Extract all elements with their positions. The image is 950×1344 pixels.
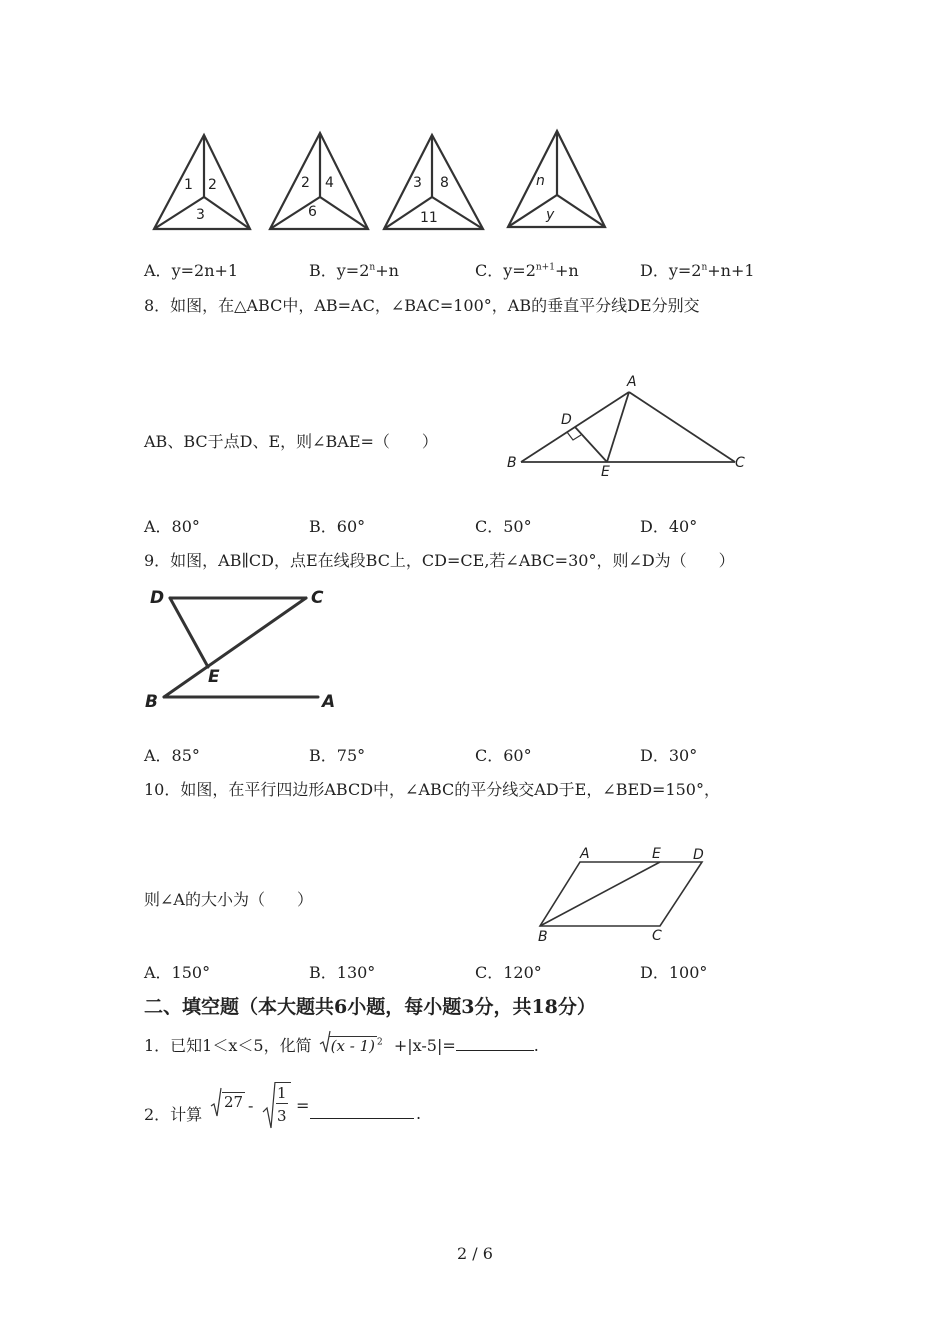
fill2-radical-bar (275, 1082, 291, 1083)
option-letter: A． (144, 261, 172, 280)
q9-option-d[interactable]: D．30° (640, 746, 698, 765)
fig2-label-c: 6 (308, 204, 317, 220)
fill1-radicand: (x - 1) (330, 1037, 375, 1055)
option-letter: B． (309, 261, 337, 280)
q8-point-b: B (507, 455, 517, 471)
q9-option-a[interactable]: A．85° (144, 746, 200, 765)
q10-point-a: A (580, 846, 590, 862)
q8-stem-line2: AB、BC于点D、E，则∠BAE=（ ） (144, 432, 438, 451)
q7-option-d[interactable] (640, 258, 755, 281)
q8-point-d: D (561, 412, 572, 428)
q10-point-b: B (538, 929, 548, 944)
option-letter: D． (640, 261, 669, 280)
fill1-sqrt (319, 1036, 383, 1055)
q7-figures (150, 125, 620, 240)
fill2-minus: - (248, 1096, 254, 1115)
fill2-denominator: 3 (277, 1107, 287, 1125)
radical-sign-icon (210, 1084, 222, 1118)
q10-stem-line1: 10．如图，在平行四边形ABCD中，∠ABC的平分线交AD于E，∠BED=150°， (144, 780, 720, 799)
q10-point-c: C (652, 928, 662, 944)
q9-figure (140, 583, 350, 713)
fig1-label-c: 3 (196, 207, 205, 223)
option-text: +n+1 (707, 261, 755, 280)
q8-stem-line1: 8．如图，在△ABC中，AB=AC，∠BAC=100°，AB的垂直平分线DE分别交 (144, 296, 700, 315)
fig3-label-c: 11 (420, 210, 438, 226)
radical-sign-icon (319, 1030, 331, 1054)
q8-figure (505, 372, 745, 482)
fig1-label-b: 2 (208, 177, 217, 193)
section-title: 二、填空题（本大题共6小题，每小题3分，共18分） (144, 996, 596, 1018)
option-exponent: n+1 (535, 262, 555, 273)
option-text: y=2 (668, 261, 702, 280)
fig4-label-c: y (546, 207, 555, 223)
page-number: 2 / 6 (457, 1244, 493, 1263)
option-exponent: n (701, 262, 708, 273)
fill1-exponent: 2 (376, 1037, 383, 1048)
fig2-label-b: 4 (325, 175, 334, 191)
q10-option-c[interactable]: C．120° (475, 963, 542, 982)
fill2-numerator: 1 (277, 1084, 287, 1102)
q8-option-b[interactable]: B．60° (309, 517, 366, 536)
option-exponent: n (369, 262, 376, 273)
fill1-answer-blank[interactable] (456, 1036, 534, 1051)
q8-option-d[interactable]: D．40° (640, 517, 698, 536)
fill2-end: . (416, 1104, 422, 1123)
fill1-question (144, 1033, 539, 1056)
q8-point-e: E (601, 464, 610, 480)
q9-option-b[interactable]: B．75° (309, 746, 366, 765)
q9-option-c[interactable]: C．60° (475, 746, 532, 765)
fill2-fraction-bar (276, 1103, 288, 1104)
q9-point-e: E (208, 667, 220, 687)
fill1-end: . (533, 1036, 539, 1055)
q9-point-d: D (150, 588, 165, 608)
option-text: y=2 (503, 261, 536, 280)
option-text: +n (375, 261, 399, 280)
fill1-prefix: 1．已知1＜x＜5，化简 (144, 1036, 312, 1055)
fig2-label-a: 2 (301, 175, 310, 191)
q9-point-c: C (311, 588, 324, 608)
q9-stem: 9．如图，AB∥CD，点E在线段BC上，CD=CE,若∠ABC=30°，则∠D为（ ） (144, 551, 735, 570)
q8-option-a[interactable]: A．80° (144, 517, 200, 536)
fill2-equals: = (296, 1096, 310, 1115)
q9-point-b: B (145, 692, 158, 712)
q9-point-a: A (322, 692, 336, 712)
q10-option-a[interactable]: A．150° (144, 963, 211, 982)
q10-point-e: E (652, 846, 661, 862)
fig3-label-b: 8 (440, 175, 449, 191)
q8-point-c: C (735, 455, 745, 471)
option-text: +n (554, 261, 579, 280)
q10-stem-line2: 则∠A的大小为（ ） (144, 890, 313, 909)
q7-option-b[interactable] (309, 258, 399, 281)
fill1-suffix: +|x-5|= (393, 1036, 456, 1055)
option-text: y=2n+1 (171, 261, 239, 280)
q10-figure (536, 842, 711, 944)
fill2-prefix: 2．计算 (144, 1105, 203, 1124)
fill2-answer-blank[interactable] (310, 1104, 414, 1119)
q10-point-d: D (693, 847, 704, 863)
q8-point-a: A (627, 374, 637, 390)
q10-option-d[interactable]: D．100° (640, 963, 708, 982)
radical-sign-icon (262, 1080, 276, 1130)
fill2-radicand: 27 (224, 1093, 244, 1111)
q7-option-c[interactable] (475, 258, 579, 281)
option-letter: C． (475, 261, 504, 280)
fig4-label-a: n (536, 173, 545, 189)
q7-option-a[interactable] (144, 258, 238, 281)
fig3-label-a: 3 (413, 175, 422, 191)
q8-option-c[interactable]: C．50° (475, 517, 532, 536)
fig1-label-a: 1 (184, 177, 193, 193)
option-text: y=2 (336, 261, 370, 280)
q10-option-b[interactable]: B．130° (309, 963, 376, 982)
